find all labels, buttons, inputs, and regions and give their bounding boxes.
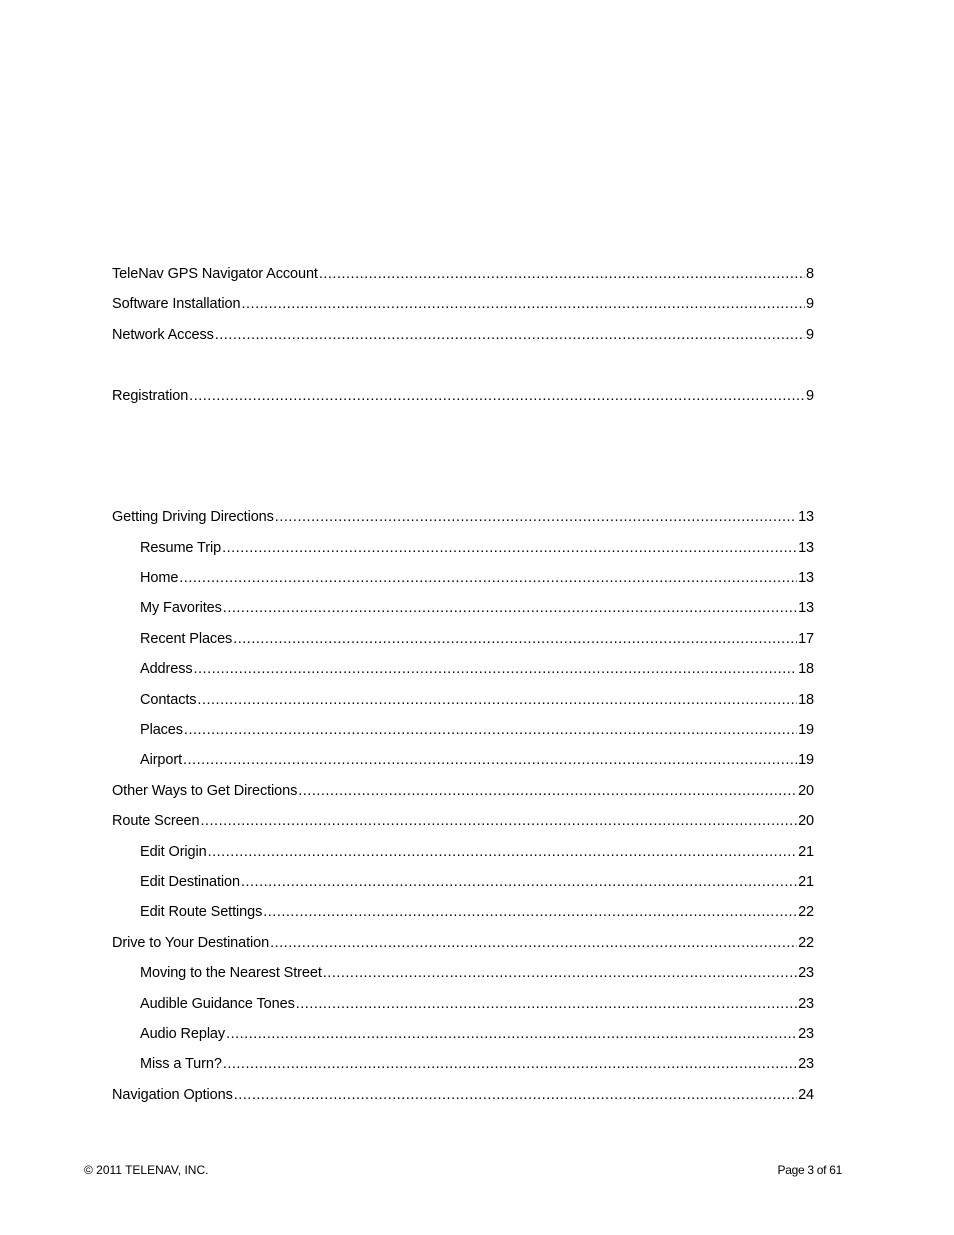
toc-dot-leader bbox=[223, 1054, 797, 1074]
toc-dot-leader bbox=[183, 750, 797, 770]
toc-dot-leader bbox=[197, 690, 797, 710]
toc-entry-label: Drive to Your Destination bbox=[112, 935, 270, 951]
toc-entry-places[interactable] bbox=[140, 720, 814, 740]
toc-entry-page: 8 bbox=[806, 266, 814, 282]
toc-entry-page: 19 bbox=[798, 722, 814, 738]
toc-dot-leader bbox=[241, 294, 805, 314]
toc-entry-label: TeleNav GPS Navigator Account bbox=[112, 266, 318, 282]
toc-entry-label: Audible Guidance Tones bbox=[140, 996, 295, 1012]
toc-dot-leader bbox=[223, 598, 797, 618]
toc-entry-label: Edit Destination bbox=[140, 874, 240, 890]
toc-entry-page: 23 bbox=[798, 996, 814, 1012]
toc-entry-label: Registration bbox=[112, 388, 189, 404]
toc-entry-telenav-account[interactable] bbox=[112, 264, 814, 284]
toc-entry-home[interactable] bbox=[140, 568, 814, 588]
toc-entry-page: 13 bbox=[798, 540, 814, 556]
toc-dot-leader bbox=[296, 994, 797, 1014]
toc-entry-label: Places bbox=[140, 722, 183, 738]
footer-copyright: © 2011 TELENAV, INC. bbox=[84, 1163, 209, 1177]
toc-entry-label: Address bbox=[140, 661, 193, 677]
toc-entry-my-favorites[interactable] bbox=[140, 598, 814, 618]
toc-entry-label: Home bbox=[140, 570, 179, 586]
toc-entry-other-ways[interactable] bbox=[112, 781, 814, 801]
toc-entry-drive-to-destination[interactable] bbox=[112, 933, 814, 953]
toc-entry-getting-driving-directions[interactable] bbox=[112, 507, 814, 527]
toc-entry-edit-destination[interactable] bbox=[140, 872, 814, 892]
toc-dot-leader bbox=[241, 872, 797, 892]
toc-entry-page: 23 bbox=[798, 1026, 814, 1042]
toc-entry-label: Miss a Turn? bbox=[140, 1056, 222, 1072]
toc-entry-page: 24 bbox=[798, 1087, 814, 1103]
toc-dot-leader bbox=[208, 842, 797, 862]
toc-entry-page: 18 bbox=[798, 692, 814, 708]
toc-entry-audio-replay[interactable] bbox=[140, 1024, 814, 1044]
toc-entry-label: My Favorites bbox=[140, 600, 222, 616]
toc-entry-nearest-street[interactable] bbox=[140, 963, 814, 983]
toc-entry-navigation-options[interactable] bbox=[112, 1085, 814, 1105]
toc-entry-label: Moving to the Nearest Street bbox=[140, 965, 322, 981]
toc-entry-resume-trip[interactable] bbox=[140, 538, 814, 558]
toc-dot-leader bbox=[319, 264, 805, 284]
toc-entry-page: 20 bbox=[798, 783, 814, 799]
toc-entry-label: Getting Driving Directions bbox=[112, 509, 274, 525]
toc-entry-page: 21 bbox=[798, 844, 814, 860]
toc-entry-page: 23 bbox=[798, 965, 814, 981]
toc-dot-leader bbox=[234, 1085, 797, 1105]
toc-dot-leader bbox=[270, 933, 797, 953]
toc-entry-label: Navigation Options bbox=[112, 1087, 233, 1103]
toc-entry-audible-guidance-tones[interactable] bbox=[140, 994, 814, 1014]
toc-dot-leader bbox=[263, 902, 797, 922]
toc-entry-label: Software Installation bbox=[112, 296, 241, 312]
toc-entry-page: 13 bbox=[798, 570, 814, 586]
toc-dot-leader bbox=[194, 659, 798, 679]
toc-dot-leader bbox=[222, 538, 797, 558]
toc-dot-leader bbox=[189, 386, 805, 406]
toc-entry-page: 21 bbox=[798, 874, 814, 890]
toc-dot-leader bbox=[200, 811, 797, 831]
toc-entry-label: Airport bbox=[140, 752, 183, 768]
toc-entry-page: 20 bbox=[798, 813, 814, 829]
toc-entry-page: 9 bbox=[806, 388, 814, 404]
toc-entry-page: 17 bbox=[798, 631, 814, 647]
toc-entry-airport[interactable] bbox=[140, 750, 814, 770]
toc-entry-label: Contacts bbox=[140, 692, 197, 708]
toc-entry-address[interactable] bbox=[140, 659, 814, 679]
toc-entry-page: 18 bbox=[798, 661, 814, 677]
toc-entry-miss-a-turn[interactable] bbox=[140, 1054, 814, 1074]
toc-entry-label: Other Ways to Get Directions bbox=[112, 783, 298, 799]
toc-entry-page: 23 bbox=[798, 1056, 814, 1072]
toc-entry-network-access[interactable] bbox=[112, 325, 814, 345]
toc-entry-page: 9 bbox=[806, 296, 814, 312]
toc-entry-edit-route-settings[interactable] bbox=[140, 902, 814, 922]
toc-entry-recent-places[interactable] bbox=[140, 629, 814, 649]
toc-entry-label: Recent Places bbox=[140, 631, 233, 647]
toc-entry-label: Edit Origin bbox=[140, 844, 207, 860]
toc-entry-page: 13 bbox=[798, 600, 814, 616]
toc-dot-leader bbox=[275, 507, 797, 527]
toc-entry-contacts[interactable] bbox=[140, 690, 814, 710]
toc-dot-leader bbox=[215, 325, 805, 345]
toc-entry-label: Edit Route Settings bbox=[140, 904, 263, 920]
toc-entry-label: Resume Trip bbox=[140, 540, 222, 556]
toc-entry-label: Network Access bbox=[112, 327, 214, 343]
footer-page-number: Page 3 of 61 bbox=[777, 1163, 842, 1177]
toc-dot-leader bbox=[179, 568, 797, 588]
toc-entry-label: Route Screen bbox=[112, 813, 200, 829]
toc-dot-leader bbox=[298, 781, 797, 801]
toc-entry-page: 19 bbox=[798, 752, 814, 768]
toc-dot-leader bbox=[226, 1024, 797, 1044]
toc-entry-route-screen[interactable] bbox=[112, 811, 814, 831]
toc-dot-leader bbox=[233, 629, 797, 649]
toc-entry-page: 13 bbox=[798, 509, 814, 525]
toc-entry-software-installation[interactable] bbox=[112, 294, 814, 314]
toc-entry-edit-origin[interactable] bbox=[140, 842, 814, 862]
toc-entry-page: 22 bbox=[798, 904, 814, 920]
toc-dot-leader bbox=[184, 720, 797, 740]
toc-dot-leader bbox=[323, 963, 797, 983]
toc-entry-label: Audio Replay bbox=[140, 1026, 226, 1042]
toc-entry-page: 9 bbox=[806, 327, 814, 343]
toc-entry-page: 22 bbox=[798, 935, 814, 951]
toc-entry-registration[interactable] bbox=[112, 386, 814, 406]
